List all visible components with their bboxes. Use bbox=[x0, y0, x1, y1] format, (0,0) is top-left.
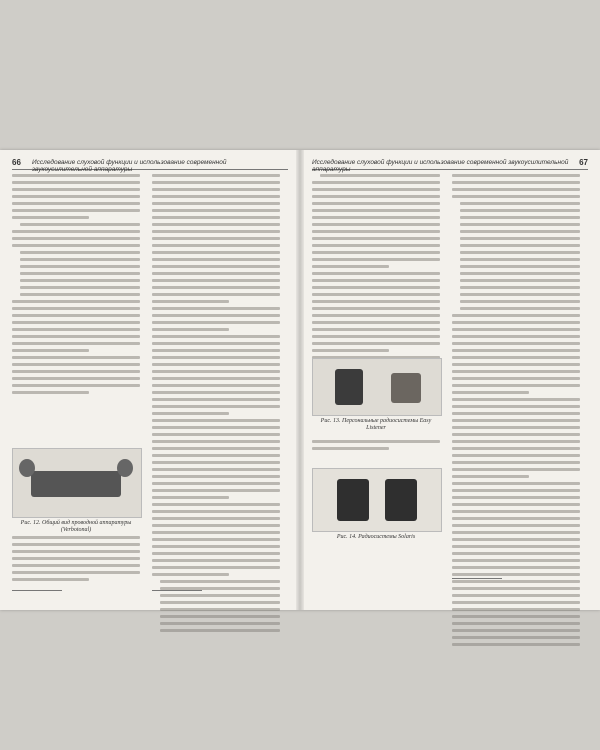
headphone-left bbox=[19, 459, 35, 477]
figure-13-image bbox=[312, 358, 442, 416]
figure-12-legend bbox=[12, 536, 140, 585]
right-page-column-1b bbox=[312, 440, 440, 454]
figure-12-image bbox=[12, 448, 142, 518]
page-number-right: 67 bbox=[579, 158, 588, 167]
receiver-device bbox=[335, 369, 363, 405]
transmitter-device bbox=[391, 373, 421, 403]
figure-12-caption: Рис. 12. Общий вид проводной аппаратуры (Verbotonal) bbox=[20, 520, 132, 533]
solaris-transmitter bbox=[385, 479, 417, 521]
book-spread bbox=[0, 150, 600, 610]
left-page-column-1 bbox=[12, 174, 140, 398]
figure-14-caption: Рис. 14. Радиосистемы Solaris bbox=[336, 534, 416, 540]
running-head-right: Исследование слуховой функции и использование современной звукоусилительной аппаратуры bbox=[312, 159, 569, 173]
footnote-rule-left bbox=[12, 590, 62, 591]
left-running-head bbox=[12, 158, 288, 173]
right-page bbox=[300, 150, 600, 610]
console-device bbox=[31, 471, 121, 497]
running-head-left: Исследование слуховой функции и использование современной звукоусилительной аппаратуры bbox=[32, 159, 227, 173]
footnote-rule-right bbox=[452, 578, 502, 579]
right-running-head bbox=[312, 158, 588, 173]
headphone-right bbox=[117, 459, 133, 477]
figure-13-caption: Рис. 13. Персональные радиосистемы Easy Listener bbox=[320, 418, 432, 431]
page-number-left: 66 bbox=[12, 158, 21, 167]
left-page-column-2 bbox=[152, 174, 280, 636]
solaris-receiver bbox=[337, 479, 369, 521]
footnote-rule-left-2 bbox=[152, 590, 202, 591]
figure-14-image bbox=[312, 468, 442, 532]
left-page bbox=[0, 150, 300, 610]
